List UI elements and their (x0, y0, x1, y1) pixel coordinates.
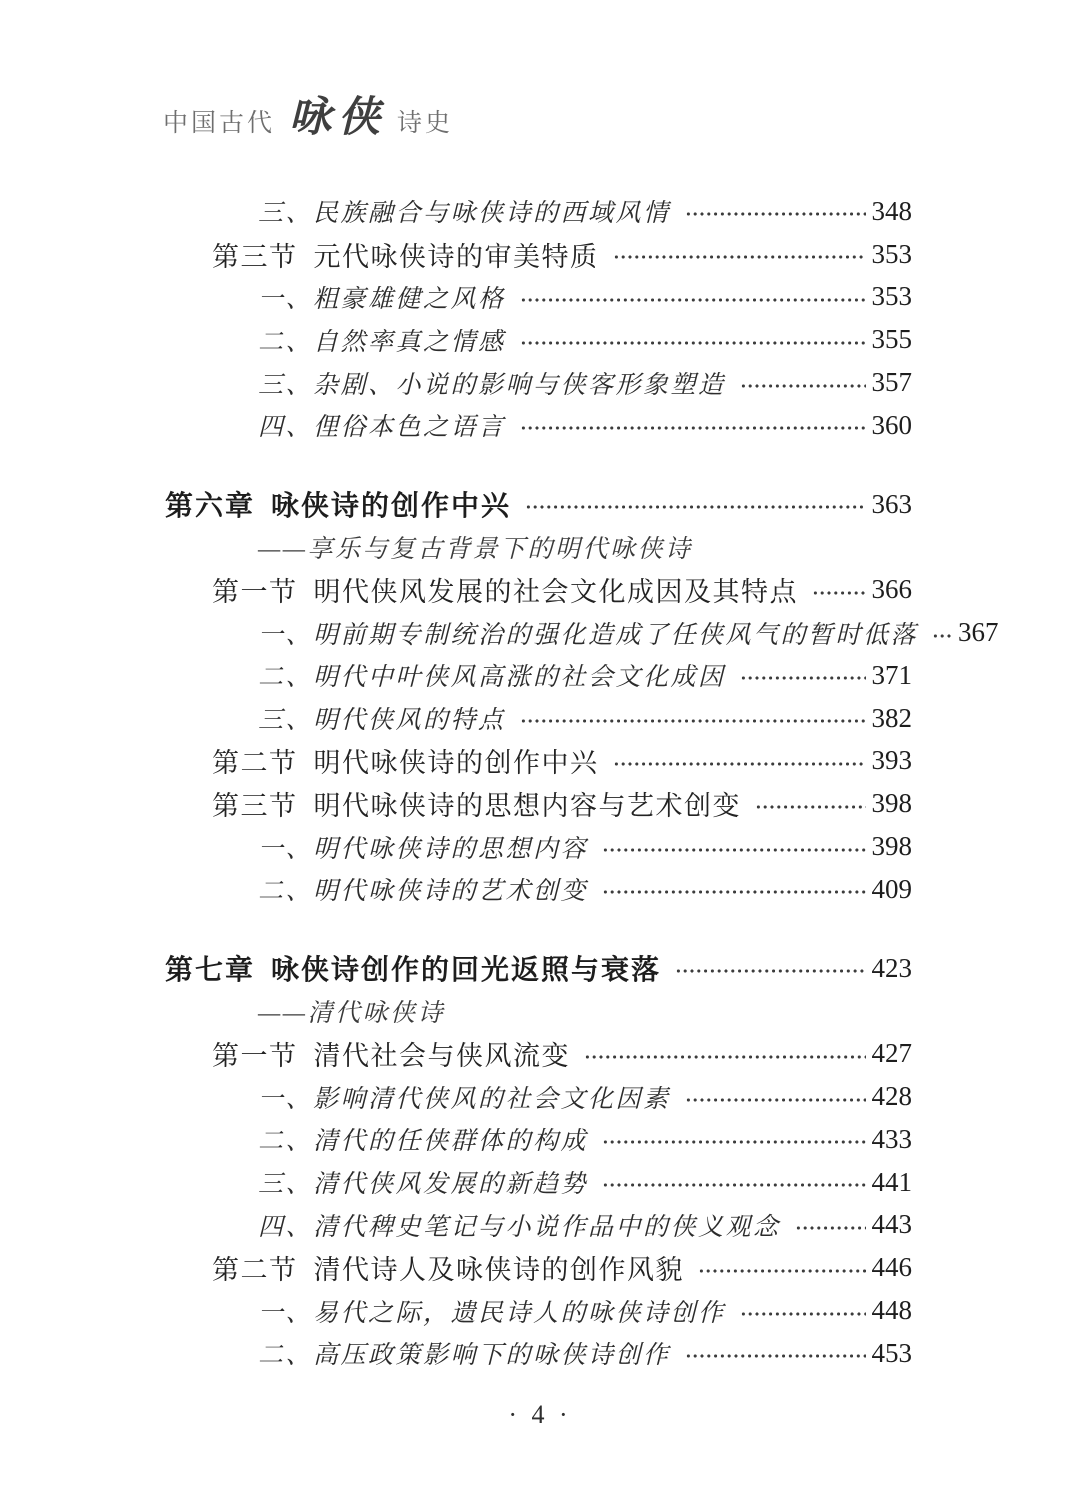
dot-leader (584, 1052, 866, 1062)
toc-entry-label: 一、 (258, 621, 314, 649)
toc-entry-page-number: 441 (871, 1166, 912, 1197)
dot-leader (602, 1137, 865, 1147)
toc-entry-title: 清代的任侠群体的构成 (313, 1128, 589, 1156)
toc-entry-label: 第一节 (212, 1041, 298, 1072)
toc-entry-title: 明代咏侠诗的思想内容与艺术创变 (313, 791, 741, 822)
dot-leader (698, 1266, 866, 1276)
toc-entry-label: 一、 (258, 1085, 314, 1113)
toc-entry-label: 二、 (258, 878, 314, 906)
toc-entry (0, 568, 1080, 611)
toc-entry-label: 四、 (258, 414, 314, 442)
toc-entry (0, 1118, 1080, 1161)
dot-leader (740, 673, 866, 683)
dot-leader (525, 502, 865, 512)
toc-entry-title: 清代侠风发展的新趋势 (313, 1171, 589, 1199)
book-header (163, 92, 454, 141)
dot-leader (685, 209, 866, 219)
toc-entry-title: 明前期专制统治的强化造成了任侠风气的暂时低落 (313, 621, 919, 649)
toc-entry-page-number: 398 (871, 831, 912, 862)
toc-entry-title: 杂剧、小说的影响与侠客形象塑造 (313, 371, 726, 399)
toc-entry-page-number: 357 (871, 367, 912, 398)
series-title-suffix: 诗史 (397, 110, 454, 137)
toc-entry (0, 1161, 1080, 1204)
toc-entry-title: 清代诗人及咏侠诗的创作风貌 (313, 1255, 684, 1286)
toc-entry (0, 190, 1080, 233)
toc-entry (0, 654, 1080, 697)
toc-entry-title: 粗豪雄健之风格 (313, 285, 506, 313)
toc-entry (0, 868, 1080, 911)
toc-entry (0, 318, 1080, 361)
toc-entry-title: 明代咏侠诗的思想内容 (313, 835, 589, 863)
toc-entry-label: 第一节 (212, 577, 298, 608)
toc-entry-page-number: 353 (871, 238, 912, 269)
dot-leader (520, 295, 866, 305)
page-number: · 4 · (508, 1400, 572, 1429)
toc-entry (0, 1075, 1080, 1118)
toc-entry (0, 233, 1080, 276)
toc-entry-title: 清代社会与侠风流变 (313, 1041, 570, 1072)
toc-entry-label: 一、 (258, 1299, 314, 1327)
toc-entry-page-number: 363 (871, 488, 912, 519)
toc-entry-page-number: 448 (871, 1295, 912, 1326)
dot-leader (613, 252, 866, 262)
dot-leader (520, 338, 866, 348)
dot-leader (685, 1095, 866, 1105)
toc-entry-title: ——清代咏侠诗 (258, 999, 445, 1027)
series-title-prefix: 中国古代 (163, 110, 276, 137)
page-footer (0, 1400, 1080, 1430)
toc-entry-title: 明代咏侠诗的艺术创变 (313, 878, 589, 906)
toc-entry-label: 四、 (258, 1213, 314, 1241)
toc-entry (0, 1246, 1080, 1289)
toc-entry (0, 947, 1080, 990)
toc-entry-label: 第三节 (212, 791, 298, 822)
toc-entry-title: 明代咏侠诗的创作中兴 (313, 748, 599, 779)
toc-entry-page-number: 423 (871, 952, 912, 983)
toc-entry (0, 1289, 1080, 1332)
toc-entry-title: 自然率真之情感 (313, 328, 506, 356)
dot-leader (613, 759, 866, 769)
table-of-contents (0, 190, 1080, 1375)
toc-entry-label: 第六章 (165, 490, 256, 522)
toc-entry-label: 二、 (258, 328, 314, 356)
dot-leader (602, 845, 865, 855)
toc-entry-page-number: 453 (871, 1337, 912, 1368)
toc-entry-page-number: 360 (871, 409, 912, 440)
series-title-calligraphy: 咏侠 (289, 92, 388, 141)
toc-entry-label: 三、 (258, 200, 314, 228)
toc-entry-label: 三、 (258, 707, 314, 735)
toc-entry-title: 影响清代侠风的社会文化因素 (313, 1085, 671, 1113)
dot-leader (795, 1223, 866, 1233)
toc-entry-label: 三、 (258, 371, 314, 399)
toc-entry (0, 276, 1080, 319)
toc-entry-page-number: 382 (871, 702, 912, 733)
dot-leader (755, 802, 866, 812)
dot-leader (740, 1309, 866, 1319)
dot-leader (602, 887, 865, 897)
toc-entry-title: 俚俗本色之语言 (313, 414, 506, 442)
toc-entry-page-number: 353 (871, 281, 912, 312)
toc-entry-page-number: 355 (871, 324, 912, 355)
dot-leader (675, 966, 865, 976)
toc-entry-page-number: 398 (871, 788, 912, 819)
toc-entry (0, 740, 1080, 783)
toc-entry-label: 三、 (258, 1171, 314, 1199)
toc-entry-title: 元代咏侠诗的审美特质 (313, 241, 599, 272)
toc-entry-page-number: 443 (871, 1209, 912, 1240)
toc-entry (0, 825, 1080, 868)
toc-entry (0, 1032, 1080, 1075)
dot-leader (740, 381, 866, 391)
toc-entry-title: ——享乐与复古背景下的明代咏侠诗 (258, 535, 693, 563)
toc-entry (0, 990, 1080, 1033)
toc-entry (0, 526, 1080, 569)
toc-entry-title: 民族融合与咏侠诗的西域风情 (313, 200, 671, 228)
toc-entry-label: 一、 (258, 835, 314, 863)
toc-entry-title: 明代侠风发展的社会文化成因及其特点 (313, 577, 798, 608)
toc-entry-label: 一、 (258, 285, 314, 313)
toc-entry (0, 483, 1080, 526)
toc-entry (0, 1204, 1080, 1247)
toc-entry-page-number: 371 (871, 659, 912, 690)
toc-entry-title: 明代侠风的特点 (313, 707, 506, 735)
toc-entry-label: 二、 (258, 664, 314, 692)
toc-entry-title: 明代中叶侠风高涨的社会文化成因 (313, 664, 726, 692)
toc-entry-label: 第二节 (212, 1255, 298, 1286)
toc-entry-page-number: 428 (871, 1081, 912, 1112)
toc-entry (0, 782, 1080, 825)
toc-entry-page-number: 348 (871, 195, 912, 226)
dot-leader (520, 423, 866, 433)
toc-entry-label: 二、 (258, 1342, 314, 1370)
toc-entry-page-number: 433 (871, 1123, 912, 1154)
toc-entry-label: 第二节 (212, 748, 298, 779)
toc-entry-title: 易代之际，遗民诗人的咏侠诗创作 (313, 1299, 726, 1327)
dot-leader (812, 588, 866, 598)
toc-entry-page-number: 409 (871, 873, 912, 904)
toc-entry-title: 高压政策影响下的咏侠诗创作 (313, 1342, 671, 1370)
dot-leader (602, 1180, 865, 1190)
toc-entry (0, 1332, 1080, 1375)
toc-entry-label: 二、 (258, 1128, 314, 1156)
toc-entry-page-number: 367 (958, 617, 999, 648)
toc-entry (0, 611, 1080, 654)
toc-entry-page-number: 446 (871, 1252, 912, 1283)
toc-entry-title: 清代稗史笔记与小说作品中的侠义观念 (313, 1213, 781, 1241)
toc-entry-title: 咏侠诗创作的回光返照与衰落 (271, 954, 662, 986)
toc-entry (0, 404, 1080, 447)
toc-entry (0, 697, 1080, 740)
toc-entry-page-number: 427 (871, 1038, 912, 1069)
toc-entry (0, 361, 1080, 404)
toc-entry-label: 第七章 (165, 954, 256, 986)
dot-leader (520, 716, 866, 726)
dot-leader (685, 1351, 866, 1361)
toc-entry-title: 咏侠诗的创作中兴 (271, 490, 512, 522)
toc-entry-label: 第三节 (212, 241, 298, 272)
toc-entry-page-number: 393 (871, 745, 912, 776)
toc-entry-page-number: 366 (871, 574, 912, 605)
dot-leader (932, 631, 952, 641)
